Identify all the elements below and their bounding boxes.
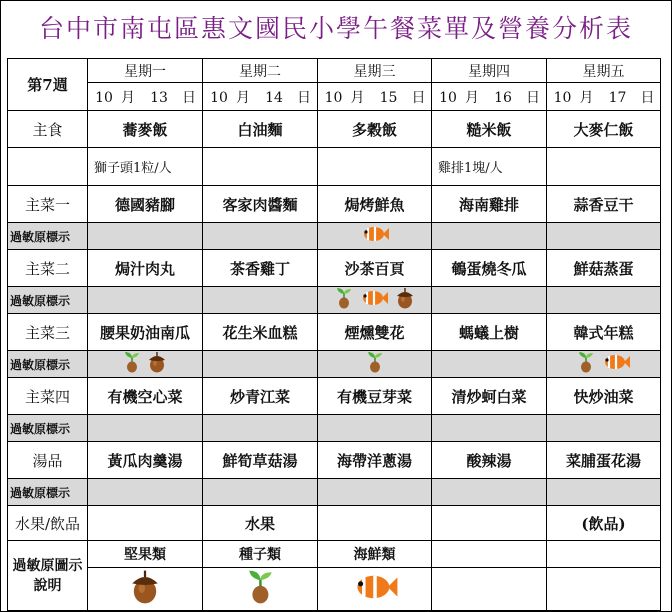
nut-icon (129, 569, 161, 608)
allergy-cell (547, 287, 661, 314)
allergy-cell (203, 287, 318, 314)
day-char: 日 (411, 89, 426, 106)
allergy-cell (88, 479, 203, 506)
legend-empty (547, 568, 661, 611)
staple-note: 雞排1塊/人 (432, 148, 547, 186)
dish-main1: 德國豬腳 (88, 186, 203, 223)
allergy-cell (203, 479, 318, 506)
legend-icon-cell (318, 568, 432, 611)
allergy-cell (432, 415, 547, 442)
day-char: 日 (640, 89, 655, 106)
day-name: 星期二 (203, 59, 318, 83)
dish-soup: 菜脯蛋花湯 (547, 442, 661, 479)
month-char: 月 (121, 89, 135, 106)
allergy-cell (547, 415, 661, 442)
month-char: 月 (350, 89, 365, 106)
dish-main4: 炒青江菜 (203, 378, 318, 415)
day-name: 星期三 (318, 59, 432, 83)
seafood-icon (351, 571, 399, 607)
seed-icon (335, 287, 353, 313)
staple-note (318, 148, 432, 186)
allergy-label: 過敏原標示 (8, 287, 88, 314)
allergy-label: 過敏原標示 (8, 223, 88, 250)
row-label-soup: 湯品 (8, 442, 88, 479)
day-value: 13 (150, 89, 168, 106)
dish-fruit (432, 506, 547, 541)
allergy-label: 過敏原標示 (8, 351, 88, 378)
month-char: 月 (236, 89, 250, 106)
dish-main1: 客家肉醬麵 (203, 186, 318, 223)
date-cell (318, 83, 432, 111)
allergy-cell (432, 223, 547, 250)
dish-staple: 白油麵 (203, 111, 318, 148)
dish-fruit: (飲品) (547, 506, 661, 541)
dish-main2: 茶香雞丁 (203, 250, 318, 287)
allergy-cell (432, 351, 547, 378)
row-label-staple: 主食 (8, 111, 88, 148)
month-value: 10 (210, 89, 228, 106)
allergy-cell (318, 479, 432, 506)
page-title: 台中市南屯區惠文國民小學午餐菜單及營養分析表 (38, 14, 633, 43)
dish-main3: 腰果奶油南瓜 (88, 314, 203, 351)
seed-icon (246, 569, 275, 608)
dish-staple: 糙米飯 (432, 111, 547, 148)
date-cell (547, 83, 661, 111)
seed-icon (123, 351, 141, 377)
allergy-cell (432, 287, 547, 314)
allergy-cell (318, 223, 432, 250)
allergy-cell (547, 479, 661, 506)
dish-main2: 沙茶百頁 (318, 250, 432, 287)
seafood-icon (601, 352, 631, 376)
dish-staple: 大麥仁飯 (547, 111, 661, 148)
allergy-label: 過敏原標示 (8, 415, 88, 442)
allergy-cell (318, 351, 432, 378)
day-name: 星期一 (88, 59, 203, 83)
allergy-label: 過敏原標示 (8, 479, 88, 506)
month-value: 10 (324, 89, 343, 106)
month-char: 月 (465, 89, 479, 106)
dish-main3: 螞蟻上樹 (432, 314, 547, 351)
day-value: 17 (608, 89, 627, 106)
legend-name: 種子類 (203, 541, 318, 568)
seafood-icon (360, 224, 390, 248)
allergy-cell (432, 479, 547, 506)
dish-main4: 清炒蚵白菜 (432, 378, 547, 415)
row-label-main4: 主菜四 (8, 378, 88, 415)
month-value: 10 (439, 89, 457, 106)
dish-staple: 多穀飯 (318, 111, 432, 148)
legend-name: 海鮮類 (318, 541, 432, 568)
allergy-cell (547, 351, 661, 378)
staple-note (203, 148, 318, 186)
day-char: 日 (526, 89, 540, 106)
allergy-cell (88, 223, 203, 250)
legend-empty (547, 541, 661, 568)
dish-main4: 有機空心菜 (88, 378, 203, 415)
month-value: 10 (553, 89, 572, 106)
dish-staple: 蕎麥飯 (88, 111, 203, 148)
seed-icon (366, 351, 384, 377)
allergy-cell (203, 351, 318, 378)
legend-name: 堅果類 (88, 541, 203, 568)
dish-main4: 快炒油菜 (547, 378, 661, 415)
month-char: 月 (579, 89, 594, 106)
dish-main1: 海南雞排 (432, 186, 547, 223)
allergy-cell (88, 415, 203, 442)
allergy-cell (203, 415, 318, 442)
staple-note (547, 148, 661, 186)
dish-soup: 黃瓜肉羹湯 (88, 442, 203, 479)
date-cell (203, 83, 318, 111)
legend-empty (432, 568, 547, 611)
legend-label: 過敏原圖示說明 (8, 541, 88, 611)
dish-main2: 焗汁肉丸 (88, 250, 203, 287)
dish-soup: 酸辣湯 (432, 442, 547, 479)
row-label-main2: 主菜二 (8, 250, 88, 287)
legend-empty (432, 541, 547, 568)
seed-icon (577, 351, 595, 377)
date-cell (88, 83, 203, 111)
dish-main1: 蒜香豆干 (547, 186, 661, 223)
menu-table (7, 58, 661, 611)
row-label-main1: 主菜一 (8, 186, 88, 223)
day-name: 星期四 (432, 59, 547, 83)
day-name: 星期五 (547, 59, 661, 83)
dish-fruit: 水果 (203, 506, 318, 541)
day-value: 14 (265, 89, 283, 106)
dish-fruit (318, 506, 432, 541)
nut-icon (147, 351, 167, 377)
seafood-icon (359, 288, 389, 312)
dish-fruit (88, 506, 203, 541)
dish-main3: 花生米血糕 (203, 314, 318, 351)
day-value: 15 (379, 89, 398, 106)
day-value: 16 (494, 89, 512, 106)
dish-main3: 煙燻雙花 (318, 314, 432, 351)
dish-main2: 鮮菇蒸蛋 (547, 250, 661, 287)
allergy-cell (88, 351, 203, 378)
dish-soup: 鮮筍草菇湯 (203, 442, 318, 479)
staple-note: 獅子頭1粒/人 (88, 148, 203, 186)
allergy-cell (547, 223, 661, 250)
week-label: 第7週 (8, 59, 88, 111)
dish-main4: 有機豆芽菜 (318, 378, 432, 415)
dish-main2: 鵪蛋燒冬瓜 (432, 250, 547, 287)
dish-soup: 海帶洋蔥湯 (318, 442, 432, 479)
day-char: 日 (297, 89, 311, 106)
row-label-empty (8, 148, 88, 186)
dish-main1: 焗烤鮮魚 (318, 186, 432, 223)
row-label-main3: 主菜三 (8, 314, 88, 351)
allergy-cell (318, 415, 432, 442)
allergy-cell (203, 223, 318, 250)
month-value: 10 (95, 89, 113, 106)
nut-icon (395, 287, 415, 313)
allergy-cell (318, 287, 432, 314)
day-char: 日 (182, 89, 196, 106)
row-label-fruit: 水果/飲品 (8, 506, 88, 541)
allergy-cell (88, 287, 203, 314)
legend-icon-cell (88, 568, 203, 611)
legend-icon-cell (203, 568, 318, 611)
dish-main3: 韓式年糕 (547, 314, 661, 351)
date-cell (432, 83, 547, 111)
